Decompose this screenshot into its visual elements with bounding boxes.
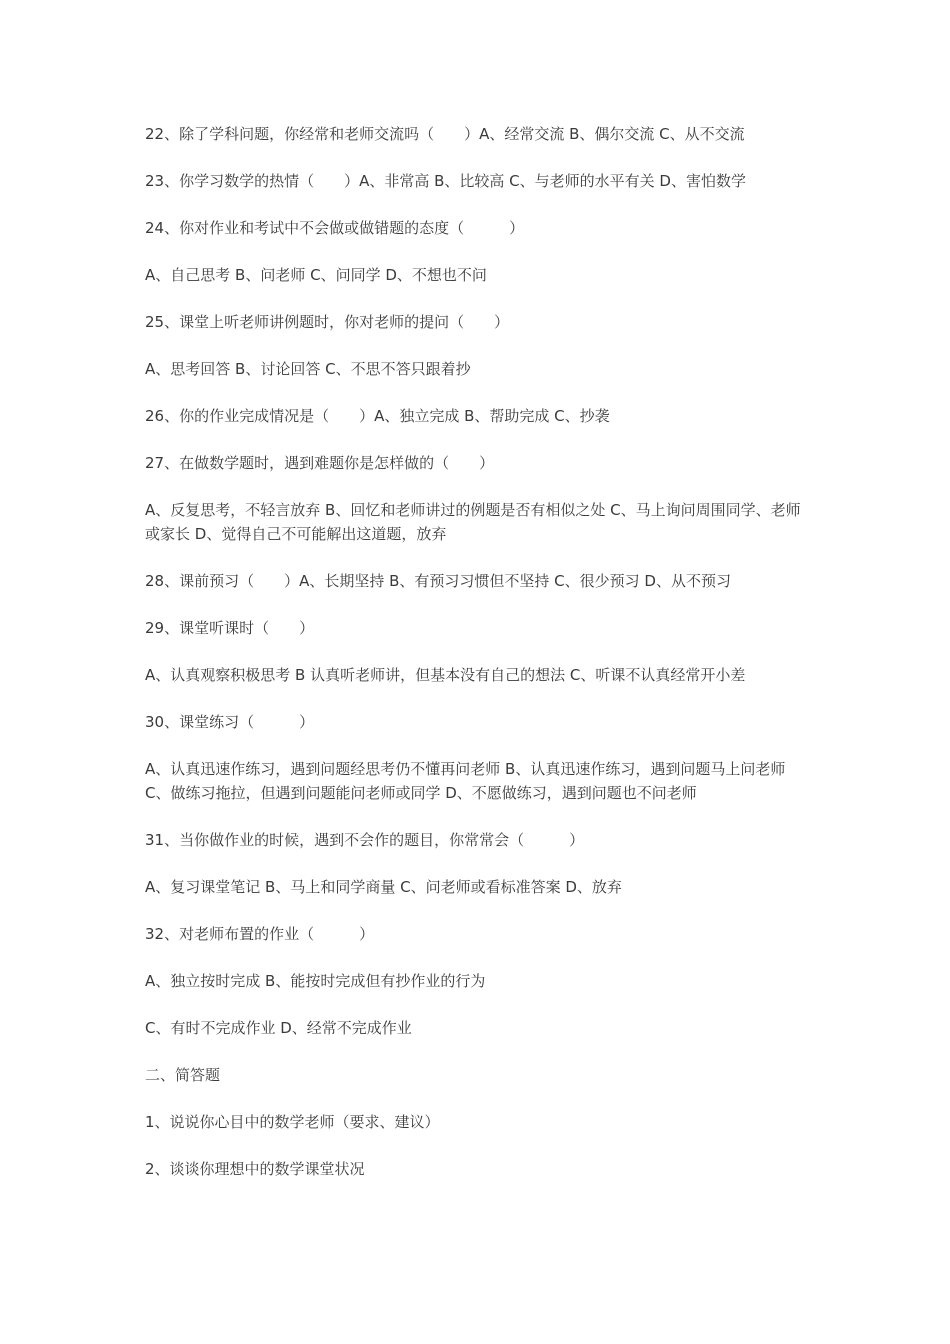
document-page: [145, 122, 815, 1204]
section-heading-short-answer: 二、简答题: [145, 1066, 221, 1084]
question-32-options-a: A、独立按时完成 B、能按时完成但有抄作业的行为: [145, 972, 486, 990]
question-29-options: A、认真观察积极思考 B 认真听老师讲，但基本没有自己的想法 C、听课不认真经常开小差: [145, 666, 746, 684]
question-26: 26、你的作业完成情况是（ ）A、独立完成 B、帮助完成 C、抄袭: [145, 407, 610, 425]
question-23: 23、你学习数学的热情（ ）A、非常高 B、比较高 C、与老师的水平有关 D、害怕数学: [145, 172, 746, 190]
question-30: 30、课堂练习（ ）: [145, 713, 315, 731]
question-31: 31、当你做作业的时候，遇到不会作的题目，你常常会（ ）: [145, 831, 585, 849]
question-25-options: A、思考回答 B、讨论回答 C、不思不答只跟着抄: [145, 360, 471, 378]
question-27: 27、在做数学题时，遇到难题你是怎样做的（ ）: [145, 454, 495, 472]
question-30-options: A、认真迅速作练习，遇到问题经思考仍不懂再问老师 B、认真迅速作练习，遇到问题马上问老师 C、做练习拖拉，但遇到问题能问老师或同学 D、不愿做练习，遇到问题也不问老师: [145, 760, 786, 802]
question-29: 29、课堂听课时（ ）: [145, 619, 315, 637]
question-24-options: A、自己思考 B、问老师 C、问同学 D、不想也不问: [145, 266, 487, 284]
short-answer-1: 1、说说你心目中的数学老师（要求、建议）: [145, 1113, 440, 1131]
question-25: 25、课堂上听老师讲例题时，你对老师的提问（ ）: [145, 313, 510, 331]
question-32: 32、对老师布置的作业（ ）: [145, 925, 375, 943]
short-answer-2: 2、谈谈你理想中的数学课堂状况: [145, 1160, 365, 1178]
question-31-options: A、复习课堂笔记 B、马上和同学商量 C、问老师或看标准答案 D、放弃: [145, 878, 622, 896]
question-32-options-b: C、有时不完成作业 D、经常不完成作业: [145, 1019, 412, 1037]
question-24: 24、你对作业和考试中不会做或做错题的态度（ ）: [145, 219, 525, 237]
question-27-options: A、反复思考，不轻言放弃 B、回忆和老师讲过的例题是否有相似之处 C、马上询问周围同学、老师或家长 D、觉得自己不可能解出这道题，放弃: [145, 501, 801, 543]
question-22: 22、除了学科问题，你经常和老师交流吗（ ）A、经常交流 B、偶尔交流 C、从不交流: [145, 125, 745, 143]
question-28: 28、课前预习（ ）A、长期坚持 B、有预习习惯但不坚持 C、很少预习 D、从不预习: [145, 572, 731, 590]
